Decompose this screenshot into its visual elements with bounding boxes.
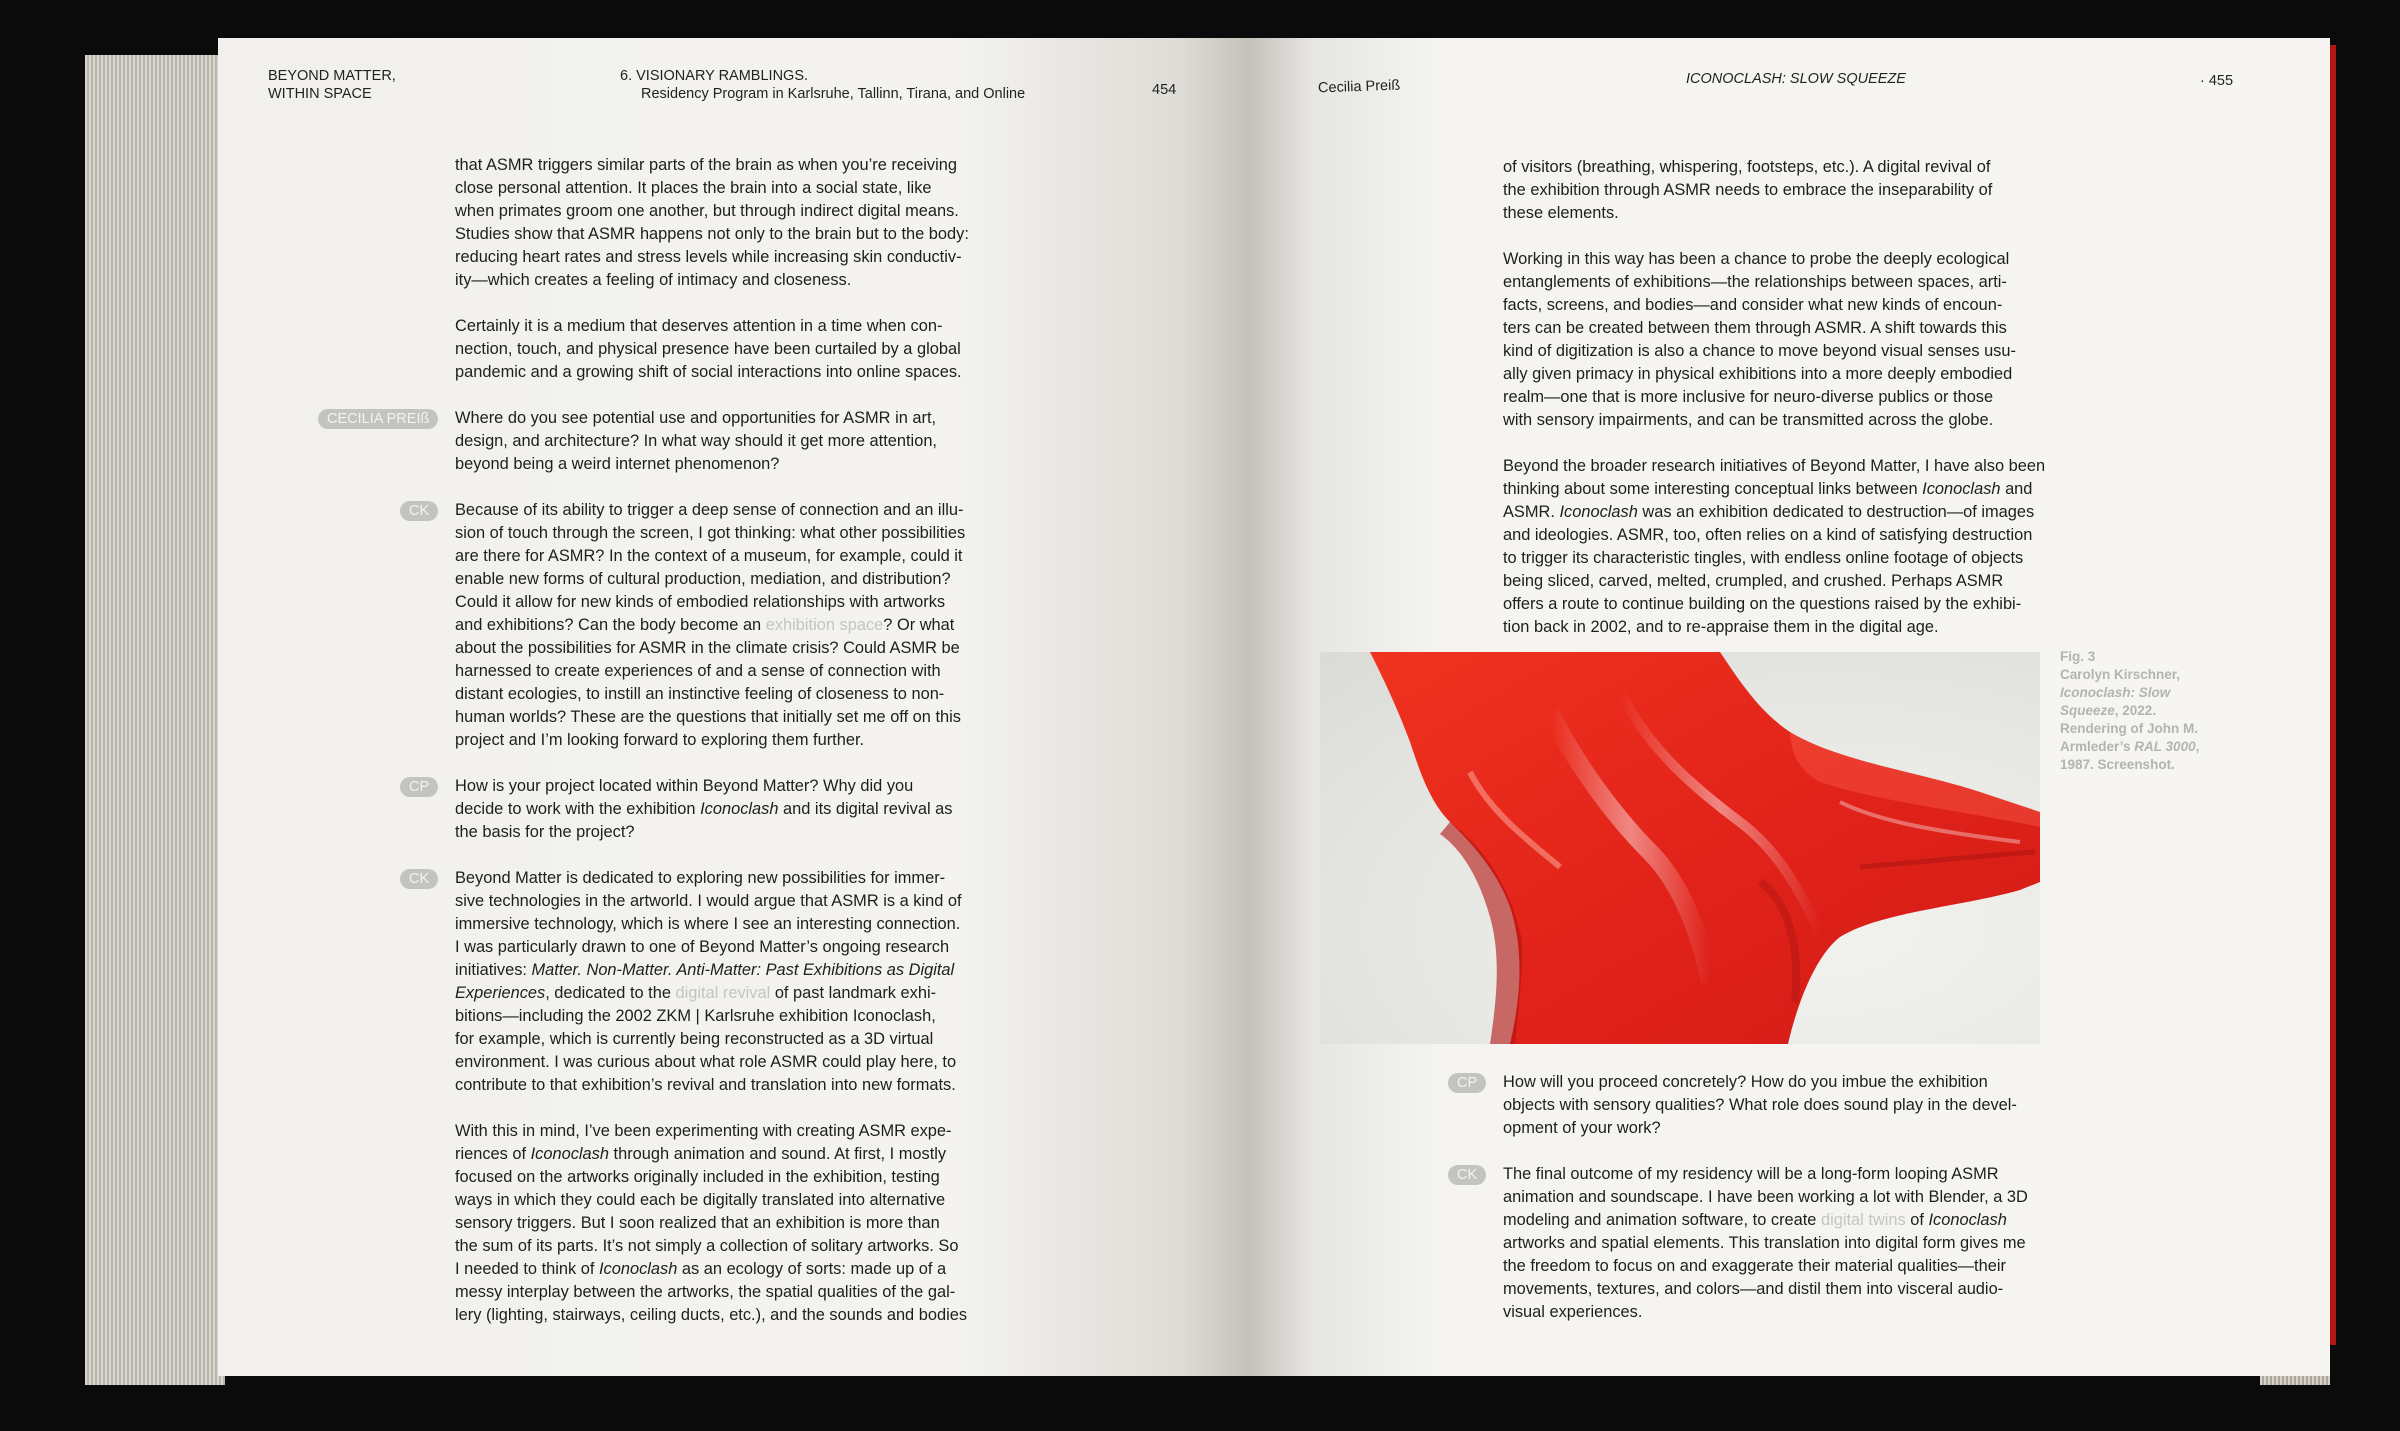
question-block: CP How is your project located within Beyond Matter? Why did you decide to work with the exhibition Iconoclash and its digital revival as the basis for the project?: [455, 775, 1015, 844]
running-title: ICONOCLASH: SLOW SQUEEZE: [1686, 71, 1906, 87]
question-block: CECILIA PREIß Where do you see potential use and opportunities for ASMR in art, design, and architecture? In what way should it get more attention, beyond being a weird internet phenomenon?: [455, 407, 1015, 476]
paragraph: With this in mind, I’ve been experimenting with creating ASMR expe- riences of Iconoclash through animation and sound. At first, I mostly focused on the artworks originally included in the exhibition, testing ways in which they could each be digitally translated into alternative sensory triggers. But I soon realized that an exhibition is more than the sum of its parts. It’s not simply a collection of solitary artworks. So I needed to think of Iconoclash as an ecology of sorts: made up of a messy interplay between the artworks, the spatial qualities of the gal- lery (lighting, stairways, ceiling ducts, etc.), and the sounds and bodies: [455, 1122, 968, 1324]
chapter-subtitle: Residency Program in Karlsruhe, Tallinn, Tirana, and Online: [641, 86, 1026, 102]
answer-block: CK Beyond Matter is dedicated to exploring new possibilities for immer- sive technologies in the artworld. I would argue that ASMR is a kind of immersive technology, which is where I see an interesting connection. I was particularly drawn to one of Beyond Matter’s ongoing research initiatives: Matter. Non-Matter. Anti-Matter: Past Exhibitions as Digital Experiences, dedicated to the digital revival of past landmark exhi- bitions—including the 2002 ZKM | Karlsruhe exhibition Iconoclash, for example, which is currently being reconstructed as a 3D virtual environment. I was curious about what role ASMR could play here, to contribute to that exhibition’s revival and translation into new formats.: [455, 867, 1015, 1097]
page-number-right: · 455: [2200, 73, 2234, 89]
speaker-tag: CECILIA PREIß: [318, 409, 438, 429]
paragraph: Beyond the broader research initiatives of Beyond Matter, I have also been thinking about some interesting conceptual links between Iconoclash and ASMR. Iconoclash was an exhibition dedicated to destruction—of images and ideologies. ASMR, too, often relies on a kind of satisfying destruction to trigger its characteristic tingles, with endless online footage of objects being sliced, carved, melted, crumpled, and crushed. Perhaps ASMR offers a route to continue building on the questions raised by the exhibi- tion back in 2002, and to re-appraise them in the digital age.: [1503, 457, 2046, 636]
speaker-tag: CK: [1448, 1165, 1486, 1185]
glossary-link[interactable]: digital revival: [675, 984, 771, 1002]
answer-block: CK The final outcome of my residency will be a long-form looping ASMR animation and soundscape. I have been working a lot with Blender, a 3D modeling and animation software, to create digital twins of Iconoclash artworks and spatial elements. This translation into digital form gives me the freedom to focus on and exaggerate their material qualities—their movements, textures, and colors—and distil them into visceral audio- visual experiences.: [1503, 1163, 2063, 1324]
left-body: [327, 154, 1015, 1327]
glossary-link[interactable]: exhibition space: [765, 616, 884, 634]
question-block: CP How will you proceed concretely? How do you imbue the exhibition objects with sensory qualities? What role does sound play in the devel- opment of your work?: [1503, 1071, 2063, 1140]
speaker-tag: CP: [1448, 1073, 1486, 1093]
running-author: Cecilia Preiß: [1317, 77, 1401, 97]
answer-block: CK Because of its ability to trigger a deep sense of connection and an illu- sion of touch through the screen, I got thinking: what other possibilities are there for ASMR? In the context of a museum, for example, could it enable new forms of cultural production, mediation, and distribution? Could it allow for new kinds of embodied relationships with artworks and exhibitions? Can the body become an exhibition space? Or what about the possibilities for ASMR in the climate crisis? Could ASMR be harnessed to create experiences of and a sense of connection with distant ecologies, to instill an instinctive feeling of closeness to non- human worlds? These are the questions that initially set me off on this project and I’m looking forward to exploring them further.: [455, 499, 1015, 752]
red-sculpture-illustration: [1320, 652, 2040, 1044]
paragraph: that ASMR triggers similar parts of the brain as when you’re receiving close personal attention. It places the brain into a social state, like when primates groom one another, but through indirect digital means. Studies show that ASMR happens not only to the brain but to the body: reducing heart rates and stress levels while increasing skin conductiv- ity—which creates a feeling of intimacy and closeness.: [455, 156, 969, 289]
page-number-left: 454: [1152, 82, 1177, 98]
glossary-link[interactable]: digital twins: [1820, 1211, 1906, 1229]
left-page-stack: [85, 55, 225, 1385]
running-head: BEYOND MATTER, WITHIN SPACE: [268, 68, 396, 102]
chapter-title: 6. VISIONARY RAMBLINGS.: [620, 68, 809, 84]
paragraph: Certainly it is a medium that deserves attention in a time when con- nection, touch, and physical presence have been curtailed by a global pandemic and a growing shift of social interactions into online spaces.: [455, 317, 962, 381]
paragraph: Working in this way has been a chance to probe the deeply ecological entanglements of exhibitions—the relationships between spaces, arti- facts, screens, and bodies—and consider what new kinds of encoun- ters can be created between them through ASMR. A shift towards this kind of digitization is also a chance to move beyond visual senses usu- ally given primacy in physical exhibitions into a more deeply embodied realm—one that is more inclusive for neuro-diverse publics or those with sensory impairments, and can be transmitted across the globe.: [1503, 250, 2016, 429]
chapter-heading: [620, 67, 1025, 103]
paragraph: of visitors (breathing, whispering, footsteps, etc.). A digital revival of the exhibition through ASMR needs to embrace the inseparability of these elements.: [1503, 158, 1993, 222]
figure-caption: Fig. 3 Carolyn Kirschner, Iconoclash: Slow Squeeze, 2022. Rendering of John M. Armleder’s RAL 3000, 1987. Screenshot.: [2060, 649, 2200, 772]
speaker-tag: CP: [400, 777, 438, 797]
right-body-after-figure: [1457, 1071, 2063, 1324]
speaker-tag: CK: [400, 501, 438, 521]
figure-red-squeeze-image: [1320, 652, 2040, 1044]
speaker-tag: CK: [400, 869, 438, 889]
right-body: [1503, 156, 2063, 639]
